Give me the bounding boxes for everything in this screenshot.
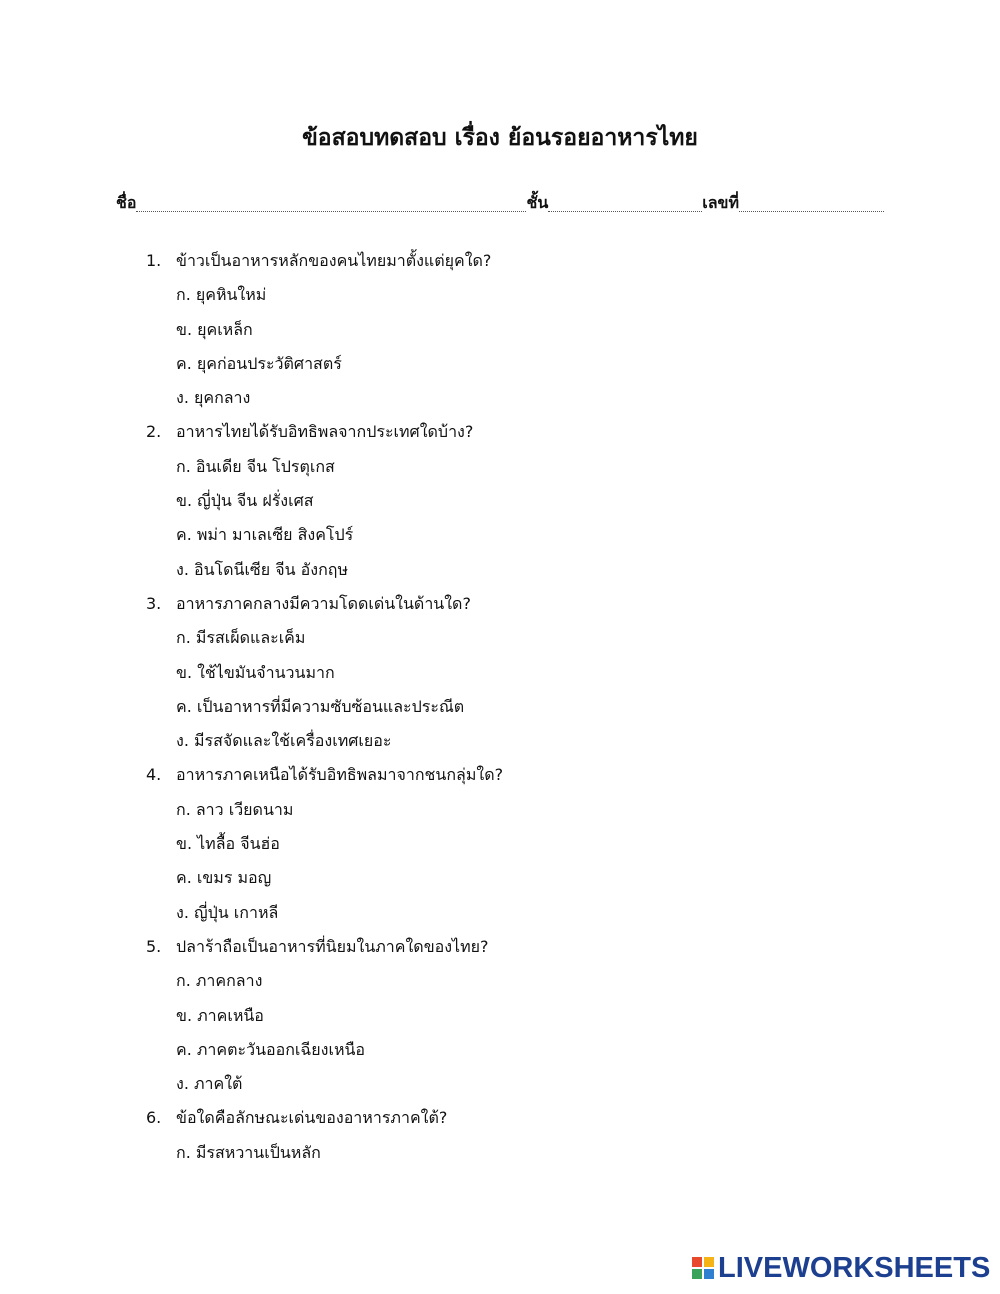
number-field[interactable] [739, 189, 884, 212]
page-title: ข้อสอบทดสอบ เรื่อง ย้อนรอยอาหารไทย [302, 125, 698, 151]
question-1-option-c[interactable]: ค. ยุคก่อนประวัติศาสตร์ [176, 353, 342, 373]
class-field[interactable] [548, 189, 702, 212]
question-text: อาหารไทยได้รับอิทธิพลจากประเทศใดบ้าง? [176, 422, 474, 442]
question-1 [146, 244, 846, 278]
question-6-option-a[interactable]: ก. มีรสหวานเป็นหลัก [176, 1142, 321, 1162]
name-label: ชื่อ [116, 193, 137, 212]
question-1-option-d[interactable]: ง. ยุคกลาง [176, 388, 251, 408]
question-1-option-b[interactable]: ข. ยุคเหล็ก [176, 319, 253, 339]
logo-square-blue [704, 1269, 714, 1279]
question-2-option-b[interactable]: ข. ญี่ปุ่น จีน ฝรั่งเศส [176, 491, 314, 511]
question-number: 4. [146, 765, 162, 785]
question-5-option-d[interactable]: ง. ภาคใต้ [176, 1074, 243, 1094]
question-2-option-d[interactable]: ง. อินโดนีเซีย จีน อังกฤษ [176, 559, 348, 579]
question-text: อาหารภาคเหนือได้รับอิทธิพลมาจากชนกลุ่มใด? [176, 765, 504, 785]
question-number: 5. [146, 936, 162, 956]
liveworksheets-logo-icon [692, 1257, 714, 1279]
question-6 [146, 1101, 846, 1135]
logo-text: LIVEWORKSHEETS [718, 1252, 991, 1284]
question-number: 2. [146, 422, 162, 442]
question-4-option-c[interactable]: ค. เขมร มอญ [176, 868, 272, 888]
number-label: เลขที่ [702, 193, 740, 212]
name-field[interactable] [136, 189, 526, 212]
question-number: 3. [146, 593, 162, 613]
question-list [146, 244, 846, 1170]
question-text: ปลาร้าถือเป็นอาหารที่นิยมในภาคใดของไทย? [176, 936, 489, 956]
question-3-option-d[interactable]: ง. มีรสจัดและใช้เครื่องเทศเยอะ [176, 731, 392, 751]
class-label: ชั้น [526, 193, 549, 212]
question-3-option-c[interactable]: ค. เป็นอาหารที่มีความซับซ้อนและประณีต [176, 696, 465, 716]
logo-square-yellow [704, 1257, 714, 1267]
student-info-line [116, 186, 884, 216]
question-2-option-a[interactable]: ก. อินเดีย จีน โปรตุเกส [176, 456, 335, 476]
question-2-option-c[interactable]: ค. พม่า มาเลเซีย สิงคโปร์ [176, 525, 354, 545]
logo-square-green [692, 1269, 702, 1279]
question-5-option-b[interactable]: ข. ภาคเหนือ [176, 1005, 264, 1025]
question-5 [146, 930, 846, 964]
question-5-option-a[interactable]: ก. ภาคกลาง [176, 971, 263, 991]
liveworksheets-logo [692, 1252, 990, 1284]
logo-square-red [692, 1257, 702, 1267]
question-3-option-a[interactable]: ก. มีรสเผ็ดและเค็ม [176, 628, 306, 648]
question-3-option-b[interactable]: ข. ใช้ไขมันจำนวนมาก [176, 662, 335, 682]
question-1-option-a[interactable]: ก. ยุคหินใหม่ [176, 285, 267, 305]
question-4-option-a[interactable]: ก. ลาว เวียดนาม [176, 799, 294, 819]
question-3 [146, 587, 846, 621]
question-text: อาหารภาคกลางมีความโดดเด่นในด้านใด? [176, 593, 471, 613]
question-4-option-d[interactable]: ง. ญี่ปุ่น เกาหลี [176, 902, 279, 922]
question-text: ข้าวเป็นอาหารหลักของคนไทยมาตั้งแต่ยุคใด? [176, 251, 492, 270]
question-text: ข้อใดคือลักษณะเด่นของอาหารภาคใต้? [176, 1108, 448, 1128]
question-number: 6. [146, 1108, 162, 1128]
question-5-option-c[interactable]: ค. ภาคตะวันออกเฉียงเหนือ [176, 1039, 366, 1059]
question-number: 1. [146, 251, 162, 270]
question-4-option-b[interactable]: ข. ไทลื้อ จีนฮ่อ [176, 834, 280, 854]
question-4 [146, 758, 846, 792]
question-2 [146, 415, 846, 449]
